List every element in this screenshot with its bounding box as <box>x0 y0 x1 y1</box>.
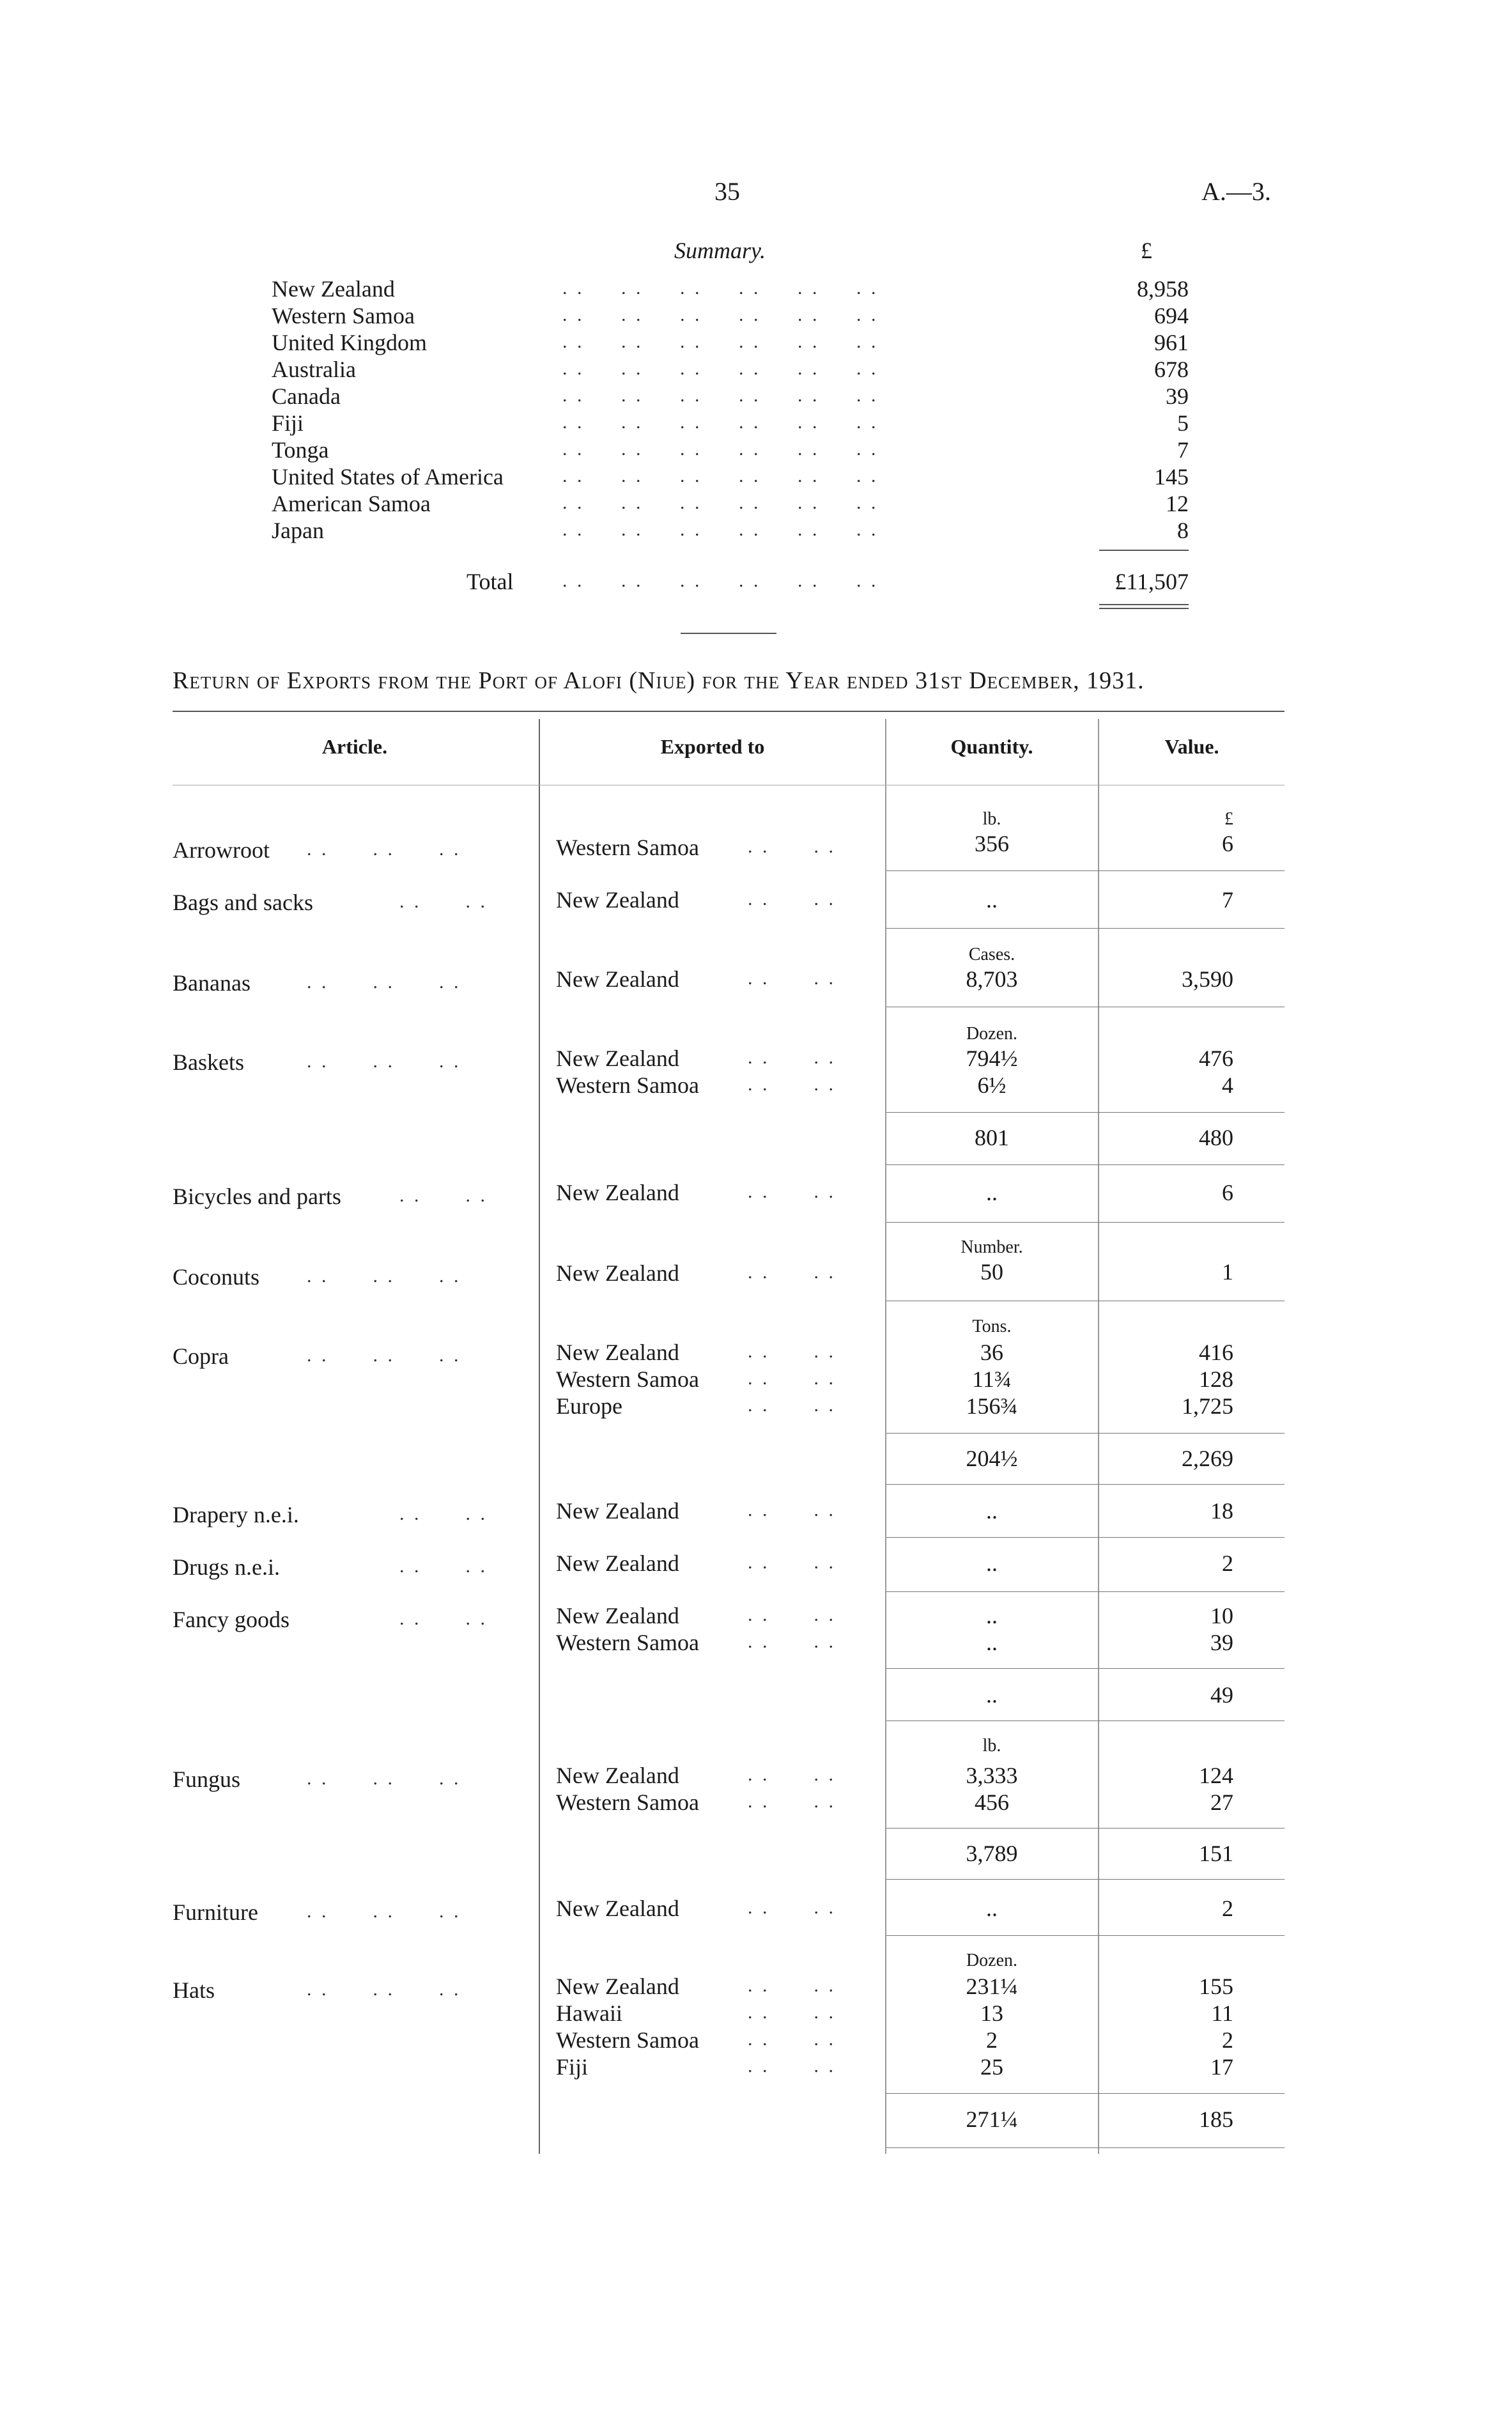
article-name: Hats <box>173 1977 215 2003</box>
quantity: 50 <box>980 1259 1003 1285</box>
article-name: Fancy goods <box>173 1607 289 1632</box>
value: 18 <box>1210 1498 1233 1524</box>
quantity: 8,703 <box>966 966 1018 992</box>
value: 476 <box>1199 1046 1233 1071</box>
summary-country: New Zealand <box>272 276 395 302</box>
quantity: 231¼ <box>966 1974 1018 1999</box>
destination: New Zealand <box>556 1046 679 1071</box>
value: 27 <box>1210 1790 1233 1815</box>
summary-value: 961 <box>1154 330 1189 355</box>
total-value: 480 <box>1199 1125 1233 1150</box>
quantity: 2 <box>986 2027 998 2053</box>
header-article: Article. <box>321 735 388 758</box>
destination: Hawaii <box>556 2000 622 2026</box>
quantity: 456 <box>975 1790 1009 1815</box>
value: 3,590 <box>1182 966 1233 992</box>
summary-value: 5 <box>1177 410 1189 436</box>
summary-country: Western Samoa <box>272 303 415 329</box>
summary-heading: Summary. <box>674 238 766 263</box>
summary-currency: £ <box>1141 238 1152 263</box>
unit-label: lb. <box>982 1736 1001 1756</box>
header-exported-to: Exported to <box>660 735 765 758</box>
summary-value: 7 <box>1177 437 1189 463</box>
total-value: 151 <box>1199 1841 1233 1866</box>
value: 4 <box>1222 1072 1233 1098</box>
quantity: 13 <box>980 2000 1003 2026</box>
summary-country: United States of America <box>272 464 504 490</box>
unit-label: lb. <box>982 809 1001 829</box>
total-quantity: 801 <box>975 1125 1009 1150</box>
summary-country: Tonga <box>272 437 329 463</box>
quantity: 6½ <box>977 1072 1007 1098</box>
destination: New Zealand <box>556 1260 679 1286</box>
summary-country: Japan <box>272 518 324 543</box>
quantity: 156¾ <box>966 1393 1018 1419</box>
destination: New Zealand <box>556 887 679 913</box>
quantity: .. <box>986 1180 998 1205</box>
value: 124 <box>1199 1763 1233 1788</box>
value: 11 <box>1211 2000 1233 2026</box>
value: 39 <box>1210 1630 1233 1655</box>
summary-country: United Kingdom <box>272 330 427 355</box>
destination: Fiji <box>556 2054 589 2080</box>
summary-country: Fiji <box>272 410 304 436</box>
article-name: Drapery n.e.i. <box>173 1502 299 1527</box>
destination: New Zealand <box>556 1896 679 1921</box>
destination: Western Samoa <box>556 1366 700 1392</box>
destination: Western Samoa <box>556 835 700 860</box>
summary-value: 145 <box>1154 464 1189 490</box>
value: 155 <box>1199 1974 1233 1999</box>
total-quantity: 3,789 <box>966 1841 1018 1866</box>
destination: New Zealand <box>556 1340 679 1365</box>
summary-value: 39 <box>1166 383 1189 409</box>
section-divider <box>681 633 776 634</box>
quantity: 3,333 <box>966 1763 1018 1788</box>
header-value: Value. <box>1164 735 1219 758</box>
destination: New Zealand <box>556 1550 679 1576</box>
summary-country: Australia <box>272 357 356 382</box>
article-name: Furniture <box>173 1899 258 1925</box>
value: 416 <box>1199 1340 1233 1365</box>
unit-label: Dozen. <box>966 1024 1018 1044</box>
value: 6 <box>1222 1180 1233 1205</box>
total-quantity: 271¼ <box>966 2107 1018 2132</box>
destination: Europe <box>556 1393 622 1419</box>
total-quantity: 204½ <box>966 1446 1018 1471</box>
article-name: Bicycles and parts <box>173 1184 341 1209</box>
unit-label: Tons. <box>972 1317 1012 1336</box>
destination: New Zealand <box>556 1180 679 1205</box>
destination: Western Samoa <box>556 1790 700 1815</box>
summary-value: 12 <box>1166 491 1189 516</box>
summary-value: 678 <box>1154 357 1189 382</box>
quantity: 11¾ <box>972 1366 1012 1392</box>
value: 2 <box>1222 1550 1233 1576</box>
page-reference: A.—3. <box>1201 177 1271 206</box>
total-quantity: .. <box>986 1682 998 1708</box>
summary-total-value: £11,507 <box>1115 569 1189 594</box>
summary-country: Canada <box>272 383 341 409</box>
value: 10 <box>1210 1603 1233 1628</box>
quantity: .. <box>986 1550 998 1576</box>
summary-value: 8 <box>1177 518 1189 543</box>
quantity: .. <box>986 1498 998 1524</box>
article-name: Drugs n.e.i. <box>173 1554 280 1580</box>
quantity: 25 <box>980 2054 1003 2080</box>
quantity: .. <box>986 887 998 913</box>
quantity: 794½ <box>966 1046 1018 1071</box>
destination: New Zealand <box>556 1603 679 1628</box>
value: 2 <box>1222 1896 1233 1921</box>
destination: Western Samoa <box>556 2027 700 2053</box>
value: 2 <box>1222 2027 1233 2053</box>
value: 6 <box>1222 831 1233 856</box>
summary-country: American Samoa <box>272 491 431 516</box>
article-name: Baskets <box>173 1049 244 1075</box>
exports-title: Return of Exports from the Port of Alofi (Niue) for the Year ended 31st December, 1931. <box>173 667 1145 694</box>
total-value: 49 <box>1210 1682 1233 1708</box>
article-name: Arrowroot <box>173 837 270 863</box>
summary-total-label: Total <box>467 569 514 594</box>
article-name: Fungus <box>173 1767 241 1792</box>
unit-label: Dozen. <box>966 1951 1018 1970</box>
summary-value: 694 <box>1154 303 1189 329</box>
value: 7 <box>1222 887 1233 913</box>
quantity: 36 <box>980 1340 1003 1365</box>
article-name: Bananas <box>173 970 251 996</box>
quantity: .. <box>986 1896 998 1921</box>
page-number: 35 <box>714 177 740 206</box>
unit-label: Number. <box>960 1237 1023 1257</box>
unit-label: £ <box>1224 809 1233 829</box>
destination: New Zealand <box>556 966 679 992</box>
article-name: Bags and sacks <box>173 890 313 915</box>
header-quantity: Quantity. <box>950 735 1033 758</box>
destination: New Zealand <box>556 1974 679 1999</box>
destination: Western Samoa <box>556 1630 700 1655</box>
quantity: 356 <box>975 831 1009 856</box>
destination: Western Samoa <box>556 1072 700 1098</box>
value: 1 <box>1222 1259 1233 1285</box>
total-value: 185 <box>1199 2107 1233 2132</box>
article-name: Coconuts <box>173 1264 260 1290</box>
value: 128 <box>1199 1366 1233 1392</box>
summary-value: 8,958 <box>1137 276 1189 302</box>
unit-label: Cases. <box>968 945 1015 964</box>
total-value: 2,269 <box>1182 1446 1233 1471</box>
article-name: Copra <box>173 1343 229 1369</box>
value: 17 <box>1210 2054 1233 2080</box>
destination: New Zealand <box>556 1763 679 1788</box>
destination: New Zealand <box>556 1498 679 1524</box>
quantity: .. <box>986 1603 998 1628</box>
quantity: .. <box>986 1630 998 1655</box>
value: 1,725 <box>1182 1393 1233 1419</box>
